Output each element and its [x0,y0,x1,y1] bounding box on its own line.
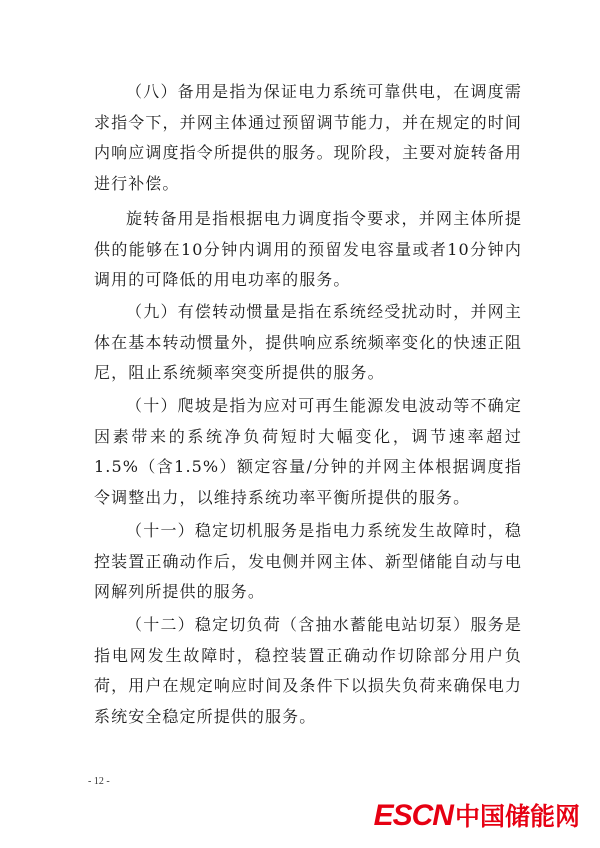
watermark-en: ESCN [373,799,453,832]
paragraph-ramping: （十）爬坡是指为应对可再生能源发电波动等不确定因素带来的系统净负荷短时大幅变化，调节速率超过1.5%（含1.5%）额定容量/分钟的并网主体根据调度指令调整出力，以维持系统功率平衡所提供的服务。 [94,396,522,507]
escn-watermark-logo [374,797,580,833]
paragraph-inertia: （九）有偿转动惯量是指在系统经受扰动时，并网主体在基本转动惯量外，提供响应系统频率变化的快速正阻尼，阻止系统频率突变所提供的服务。 [94,302,522,382]
page-number: - 12 - [88,776,110,787]
paragraph-spinning-reserve: 旋转备用是指根据电力调度指令要求，并网主体所提供的能够在10分钟内调用的预留发电容量或者10分钟内调用的可降低的用电功率的服务。 [94,209,522,289]
watermark-cn: 中国储能网 [454,802,580,831]
paragraph-generator-tripping: （十一）稳定切机服务是指电力系统发生故障时，稳控装置正确动作后，发电侧并网主体、新型储能自动与电网解列所提供的服务。 [94,521,522,601]
paragraph-load-shedding: （十二）稳定切负荷（含抽水蓄能电站切泵）服务是指电网发生故障时，稳控装置正确动作切除部分用户负荷，用户在规定响应时间及条件下以损失负荷来确保电力系统安全稳定所提供的服务。 [94,615,522,726]
paragraph-reserve: （八）备用是指为保证电力系统可靠供电，在调度需求指令下，并网主体通过预留调节能力，并在规定的时间内响应调度指令所提供的服务。现阶段，主要对旋转备用进行补偿。 [94,82,522,193]
